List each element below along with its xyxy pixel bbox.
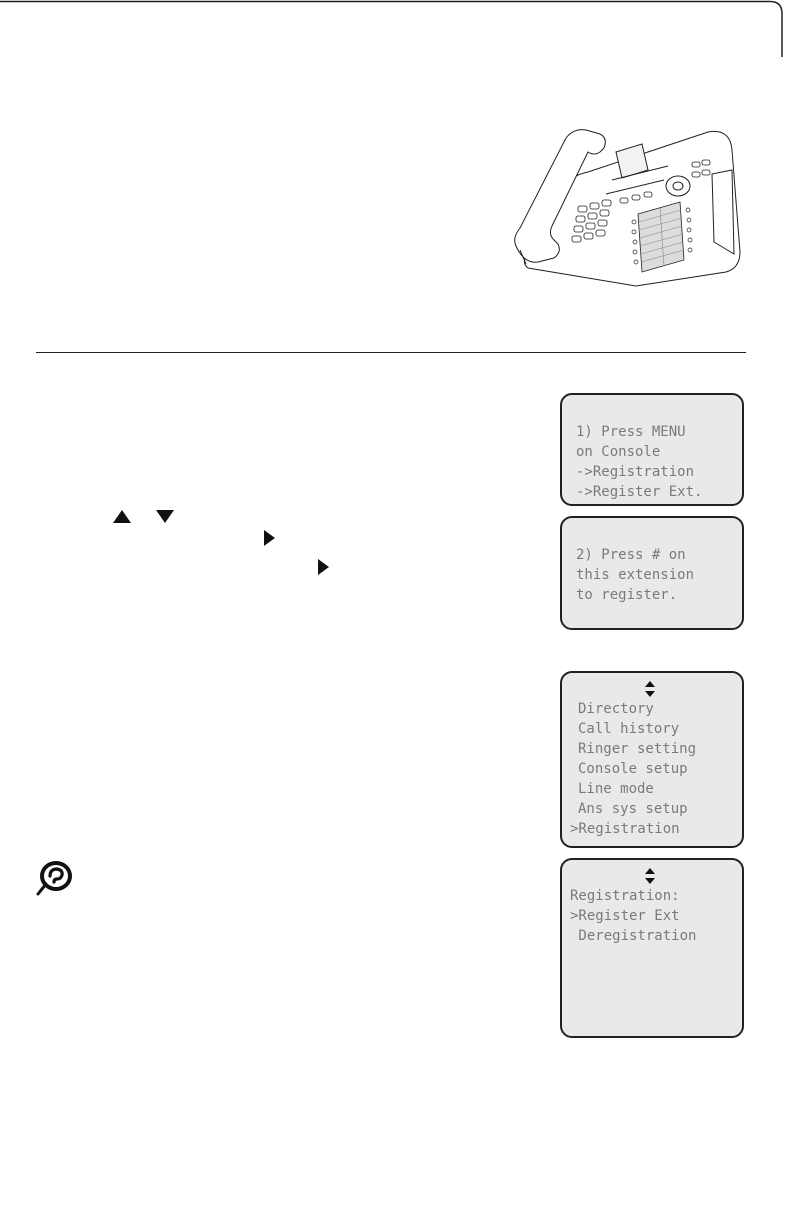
screen-line: ->Registration	[576, 464, 695, 480]
screen-line: on Console	[576, 444, 661, 460]
lcd-screen-step1	[560, 393, 744, 506]
registration-item-register-ext: >Register Ext	[570, 908, 680, 924]
menu-item-call-history: Call history	[578, 721, 680, 737]
registration-title: Registration:	[570, 888, 680, 904]
menu-item-ringer-setting: Ringer setting	[578, 741, 697, 757]
section-divider	[36, 352, 746, 353]
menu-item-line-mode: Line mode	[578, 781, 654, 797]
scroll-up-down-icon	[643, 866, 657, 886]
menu-item-ans-sys-setup: Ans sys setup	[578, 801, 688, 817]
screen-line: this extension	[576, 567, 695, 583]
right-triangle-icon	[318, 559, 329, 575]
lcd-screen-menu	[560, 671, 744, 848]
screen-line: 1) Press MENU	[576, 424, 686, 440]
phone-illustration	[508, 122, 744, 290]
menu-item-registration: >Registration	[570, 821, 680, 837]
registration-item-deregistration: Deregistration	[570, 928, 697, 944]
up-triangle-icon	[113, 510, 131, 523]
menu-item-console-setup: Console setup	[578, 761, 688, 777]
tip-icon	[34, 860, 74, 896]
screen-line: ->Register Ext.	[576, 484, 703, 500]
menu-item-directory: Directory	[578, 701, 654, 717]
scroll-up-down-icon	[643, 679, 657, 699]
down-triangle-icon	[156, 510, 174, 523]
lcd-screen-registration	[560, 858, 744, 1038]
top-decorative-line	[0, 0, 794, 58]
screen-line: to register.	[576, 587, 678, 603]
right-triangle-icon	[264, 530, 275, 546]
lcd-screen-step2	[560, 516, 744, 630]
screen-line: 2) Press # on	[576, 547, 686, 563]
